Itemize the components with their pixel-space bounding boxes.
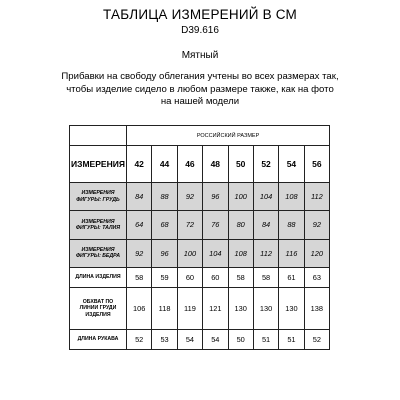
row-label-line: ИЗМЕРЕНИЯ xyxy=(81,190,115,197)
row-label-line: ФИГУРЫ: ТАЛИЯ xyxy=(75,224,121,231)
table-cell: 52 xyxy=(127,329,152,349)
table-cell: 50 xyxy=(228,329,253,349)
table-cell: 58 xyxy=(127,267,152,287)
table-cell: 52 xyxy=(304,329,329,349)
table-cell: 54 xyxy=(203,329,228,349)
row-label xyxy=(70,288,127,329)
size-table-body xyxy=(70,183,330,350)
table-cell: 64 xyxy=(127,211,152,239)
size-header-cell: 54 xyxy=(279,146,304,183)
table-cell: 61 xyxy=(279,267,304,287)
table-cell: 130 xyxy=(253,288,278,329)
blank-corner-cell xyxy=(70,126,127,146)
table-cell: 80 xyxy=(228,211,253,239)
row-label xyxy=(70,183,127,211)
table-row xyxy=(70,211,330,239)
table-cell: 92 xyxy=(177,183,202,211)
row-label-line: ФИГУРЫ: БЕДРА xyxy=(75,253,121,260)
row-label-line: ДЛИНА ИЗДЕЛИЯ xyxy=(75,274,121,281)
size-header-cell: 50 xyxy=(228,146,253,183)
table-cell: 104 xyxy=(203,239,228,267)
table-cell: 59 xyxy=(152,267,177,287)
size-table xyxy=(69,125,330,350)
table-row xyxy=(70,329,330,349)
table-row xyxy=(70,183,330,211)
table-cell: 106 xyxy=(127,288,152,329)
table-cell: 121 xyxy=(203,288,228,329)
table-cell: 108 xyxy=(228,239,253,267)
row-label xyxy=(70,239,127,267)
table-row xyxy=(70,267,330,287)
table-cell: 72 xyxy=(177,211,202,239)
table-row xyxy=(70,239,330,267)
product-code: D39.616 xyxy=(181,25,219,36)
russian-size-header: РОССИЙСКИЙ РАЗМЕР xyxy=(127,126,330,146)
row-label-line: ИЗМЕРЕНИЯ xyxy=(81,218,115,225)
size-header-cell: 42 xyxy=(127,146,152,183)
size-header-cell: 52 xyxy=(253,146,278,183)
fit-note-line: чтобы изделие сидело в любом размере также, как на фото xyxy=(66,83,334,95)
row-label-line: ДЛИНА РУКАВА xyxy=(77,336,119,343)
row-label xyxy=(70,267,127,287)
table-cell: 68 xyxy=(152,211,177,239)
fit-note-line: Прибавки на свободу облегания учтены во всех размерах так, xyxy=(61,71,339,82)
table-cell: 54 xyxy=(177,329,202,349)
fit-note xyxy=(60,71,340,109)
row-label xyxy=(70,211,127,239)
row-label-line: ЛИНИИ ГРУДИ xyxy=(79,305,117,312)
row-label-line: ФИГУРЫ: ГРУДЬ xyxy=(76,196,120,203)
measurements-header: ИЗМЕРЕНИЯ xyxy=(70,146,127,183)
table-cell: 108 xyxy=(279,183,304,211)
product-color: Мятный xyxy=(181,50,219,61)
table-cell: 53 xyxy=(152,329,177,349)
table-cell: 100 xyxy=(177,239,202,267)
table-row xyxy=(70,288,330,329)
table-cell: 88 xyxy=(279,211,304,239)
table-cell: 96 xyxy=(152,239,177,267)
table-cell: 104 xyxy=(253,183,278,211)
table-cell: 84 xyxy=(253,211,278,239)
fit-note-line: на нашей модели xyxy=(160,96,240,108)
size-header-cell: 56 xyxy=(304,146,329,183)
size-header-row xyxy=(70,146,330,183)
size-header-cell: 46 xyxy=(177,146,202,183)
table-cell: 92 xyxy=(304,211,329,239)
table-cell: 112 xyxy=(253,239,278,267)
table-cell: 88 xyxy=(152,183,177,211)
table-cell: 112 xyxy=(304,183,329,211)
row-label-line: ИЗДЕЛИЯ xyxy=(85,311,111,318)
table-cell: 119 xyxy=(177,288,202,329)
size-header-cell: 48 xyxy=(203,146,228,183)
page-title: ТАБЛИЦА ИЗМЕРЕНИЙ В СМ xyxy=(103,7,297,22)
table-cell: 96 xyxy=(203,183,228,211)
table-cell: 130 xyxy=(228,288,253,329)
table-cell: 120 xyxy=(304,239,329,267)
table-cell: 100 xyxy=(228,183,253,211)
table-cell: 118 xyxy=(152,288,177,329)
table-cell: 130 xyxy=(279,288,304,329)
table-cell: 60 xyxy=(203,267,228,287)
table-cell: 116 xyxy=(279,239,304,267)
table-cell: 60 xyxy=(177,267,202,287)
row-label-line: ОБХВАТ ПО xyxy=(82,298,114,305)
table-group-header-row xyxy=(70,126,330,146)
table-cell: 51 xyxy=(253,329,278,349)
table-cell: 58 xyxy=(253,267,278,287)
table-cell: 58 xyxy=(228,267,253,287)
row-label-line: ИЗМЕРЕНИЯ xyxy=(81,246,115,253)
table-cell: 84 xyxy=(127,183,152,211)
row-label xyxy=(70,329,127,349)
table-cell: 138 xyxy=(304,288,329,329)
table-cell: 92 xyxy=(127,239,152,267)
table-cell: 63 xyxy=(304,267,329,287)
size-header-cell: 44 xyxy=(152,146,177,183)
table-cell: 76 xyxy=(203,211,228,239)
table-cell: 51 xyxy=(279,329,304,349)
